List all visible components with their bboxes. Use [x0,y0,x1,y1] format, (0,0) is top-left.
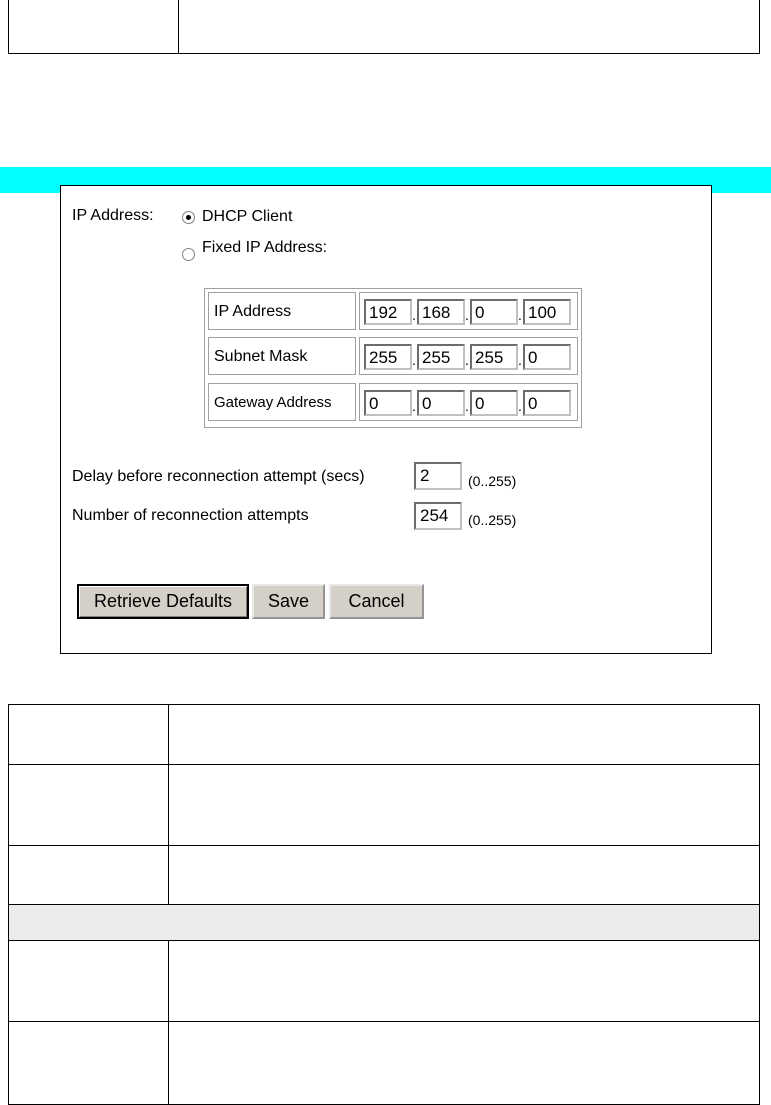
delay-label: Delay before reconnection attempt (secs) [72,468,365,485]
octet-field[interactable]: 0 [470,299,518,325]
table-row [9,705,759,765]
octet-field[interactable]: 0 [523,390,571,416]
ip-row-subnet-mask [208,337,578,375]
retrieve-defaults-button[interactable]: Retrieve Defaults [77,584,249,619]
dot-separator: . [465,352,469,368]
octet-field[interactable]: 255 [364,344,412,370]
dot-separator: . [465,398,469,414]
octet-field[interactable]: 255 [470,344,518,370]
fixed-ip-table [204,288,582,428]
delay-range-hint: (0..255) [468,473,517,489]
dot-separator: . [518,352,522,368]
dot-separator: . [465,307,469,323]
octet-field[interactable]: 0 [470,390,518,416]
octet-field[interactable]: 168 [417,299,465,325]
delay-field[interactable]: 2 [414,462,462,490]
save-button[interactable]: Save [252,584,325,619]
settings-panel [60,185,712,654]
table-row [9,1022,759,1104]
octet-field[interactable]: 192 [364,299,412,325]
octet-field[interactable]: 255 [417,344,465,370]
top-table-col [9,0,179,53]
dot-separator: . [518,398,522,414]
dot-separator: . [412,352,416,368]
bottom-table [8,704,760,1105]
ip-row-gateway [208,383,578,421]
octet-field[interactable]: 100 [523,299,571,325]
table-row [9,941,759,1022]
cancel-button[interactable]: Cancel [329,584,424,619]
ip-row-inputs [359,383,578,421]
ip-address-label: IP Address: [72,207,154,224]
table-section-row [9,905,759,941]
table-row [9,765,759,846]
dhcp-label: DHCP Client [202,208,293,225]
attempts-range-hint: (0..255) [468,512,517,528]
top-table [8,0,760,54]
attempts-label: Number of reconnection attempts [72,507,309,524]
ip-row-ip-address [208,292,578,330]
dhcp-radio[interactable] [182,211,195,224]
fixed-ip-radio[interactable] [182,248,195,261]
octet-field[interactable]: 0 [364,390,412,416]
octet-field[interactable]: 0 [417,390,465,416]
dot-separator: . [518,307,522,323]
ip-row-inputs [359,292,578,330]
dot-separator: . [412,307,416,323]
ip-row-label: Gateway Address [208,383,356,421]
ip-row-label: IP Address [208,292,356,330]
fixed-ip-label: Fixed IP Address: [202,239,328,256]
octet-field[interactable]: 0 [523,344,571,370]
ip-row-label: Subnet Mask [208,337,356,375]
dot-separator: . [412,398,416,414]
attempts-field[interactable]: 254 [414,502,462,530]
table-row [9,846,759,905]
ip-row-inputs [359,337,578,375]
